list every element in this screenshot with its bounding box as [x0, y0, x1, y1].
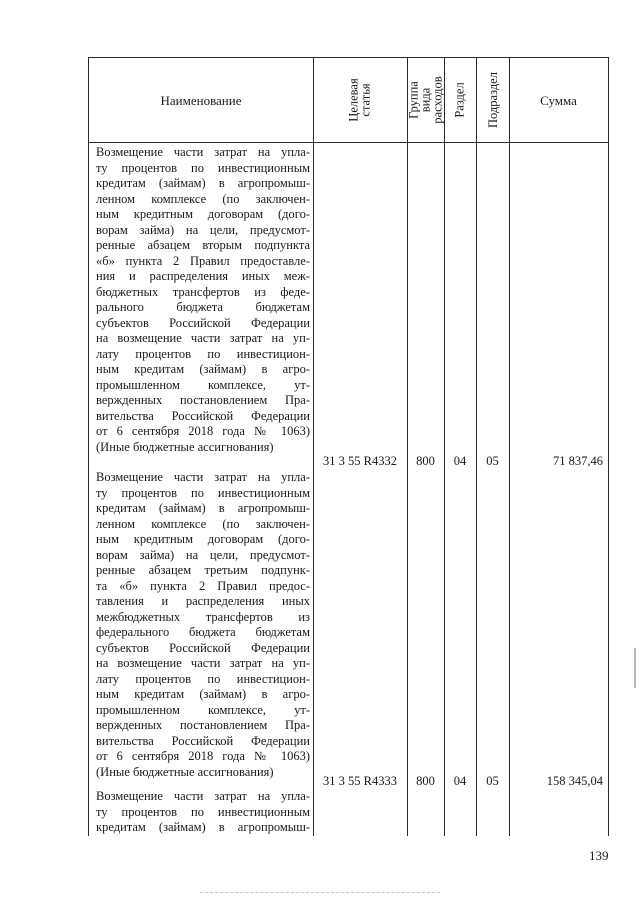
- scan-artifact: [200, 892, 440, 893]
- row-name-line: ту процентов по инвестиционным: [96, 804, 310, 819]
- column-divider: [407, 58, 408, 836]
- row-name-line: ния и распределения иных меж-: [96, 269, 310, 283]
- header-group: Группа вида расходов: [406, 76, 445, 124]
- header-subsection-cell: [476, 58, 509, 142]
- row-name-line: «б» пункта 2 Правил предоставле-: [96, 253, 310, 268]
- column-divider: [444, 58, 445, 836]
- row-name-line: ленном комплексе (по заключен-: [96, 516, 310, 531]
- header-divider: [89, 142, 608, 143]
- row-name-line: субъектов Российской Федерации: [96, 640, 310, 655]
- header-target: Целевая статья: [347, 78, 373, 122]
- header-subsection: Подраздел: [485, 72, 500, 128]
- header-target-cell: [313, 58, 407, 142]
- row-name-line: лату процентов по инвестицион-: [96, 671, 310, 686]
- header-section-cell: [444, 58, 476, 142]
- row-name-line: Возмещение части затрат на упла-: [96, 789, 310, 803]
- row-name-line: ворам займа) на цели, предусмот-: [96, 222, 310, 237]
- row-name-line: Возмещение части затрат на упла-: [96, 145, 310, 159]
- row-name-line: тавления и распределения иных: [96, 594, 310, 608]
- row-name-line: вержденных постановлением Пра-: [96, 718, 310, 732]
- row-name-line: ворам займа) на цели, предусмот-: [96, 547, 310, 562]
- row-name-line: ту процентов по инвестиционным: [96, 485, 310, 500]
- row-name-line: от 6 сентября 2018 года № 1063): [96, 424, 310, 438]
- row-name-line: промышленном комплексе, ут-: [96, 377, 310, 392]
- row-name-line: на возмещение части затрат на уп-: [96, 656, 310, 670]
- row-group: 800: [416, 774, 435, 788]
- row-subsection: 05: [486, 454, 499, 468]
- row-name: [96, 789, 310, 836]
- row-target: 31 3 55 R4332: [323, 454, 397, 468]
- row-name-line: та «б» пункта 2 Правил предос-: [96, 578, 310, 593]
- header-section: Раздел: [453, 82, 468, 118]
- header-name: Наименование: [160, 92, 242, 108]
- budget-table: [88, 57, 609, 836]
- row-name-line: ным кредитным договорам (дого-: [96, 532, 310, 546]
- row-name-line: лату процентов по инвестицион-: [96, 346, 310, 361]
- row-target: 31 3 55 R4333: [323, 774, 397, 788]
- row-name-line: бюджетных трансфертов из феде-: [96, 284, 310, 299]
- row-name-line: вительства Российской Федерации: [96, 733, 310, 748]
- row-name-line: от 6 сентября 2018 года № 1063): [96, 749, 310, 763]
- row-section: 04: [453, 774, 467, 788]
- row-name-line: ным кредитам (займам) в агро-: [96, 687, 310, 701]
- row-section: 04: [453, 454, 467, 468]
- row-name-line: ренные абзацем третьим подпунк-: [96, 563, 310, 577]
- header-group-cell: [407, 58, 444, 142]
- row-name-line: Возмещение части затрат на упла-: [96, 470, 310, 484]
- row-group: 800: [416, 454, 435, 468]
- row-name-line: субъектов Российской Федерации: [96, 315, 310, 330]
- row-name-line: (Иные бюджетные ассигнования): [96, 439, 274, 454]
- page-number: 139: [589, 848, 609, 863]
- header-sum: Сумма: [540, 92, 577, 108]
- row-name-line: ным кредитам (займам) в агро-: [96, 362, 310, 376]
- row-name-line: кредитам (займам) в агропромыш-: [96, 820, 310, 834]
- row-name-line: ту процентов по инвестиционным: [96, 160, 310, 175]
- row-name-line: на возмещение части затрат на уп-: [96, 331, 310, 345]
- row-name-line: промышленном комплексе, ут-: [96, 702, 310, 717]
- column-divider: [476, 58, 477, 836]
- row-name-line: кредитам (займам) в агропромыш-: [96, 176, 310, 190]
- row-sum: 158 345,04: [546, 774, 603, 788]
- row-name-line: ным кредитным договорам (дого-: [96, 207, 310, 221]
- row-name-line: рального бюджета бюджетам: [96, 300, 310, 314]
- scan-edge-artifact: [634, 648, 636, 688]
- row-name: [96, 145, 310, 455]
- column-divider: [509, 58, 510, 836]
- row-name-line: вительства Российской Федерации: [96, 408, 310, 423]
- row-sum: 71 837,46: [553, 454, 603, 468]
- row-name-line: кредитам (займам) в агропромыш-: [96, 501, 310, 515]
- row-name-line: ленном комплексе (по заключен-: [96, 191, 310, 206]
- row-name-line: вержденных постановлением Пра-: [96, 393, 310, 407]
- row-subsection: 05: [486, 774, 499, 788]
- row-name-line: федерального бюджета бюджетам: [96, 625, 310, 639]
- row-name-line: ренные абзацем вторым подпункта: [96, 238, 310, 252]
- column-divider: [313, 58, 314, 836]
- row-name-line: (Иные бюджетные ассигнования): [96, 764, 274, 779]
- row-name: [96, 470, 310, 780]
- row-name-line: межбюджетных трансфертов из: [96, 609, 310, 624]
